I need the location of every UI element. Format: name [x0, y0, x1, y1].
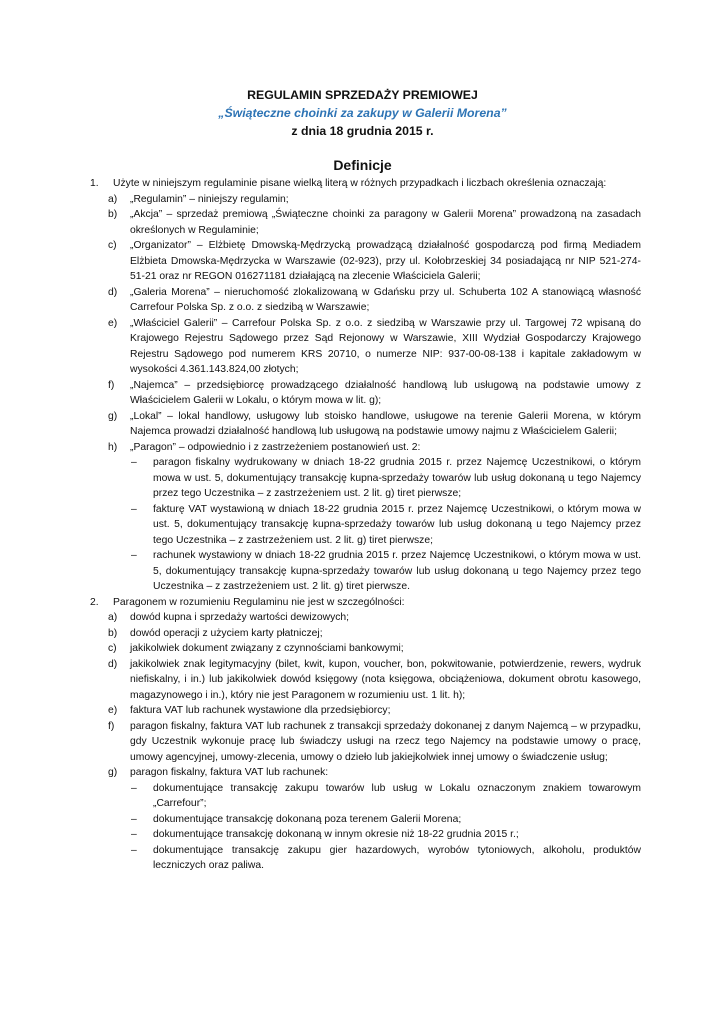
tiret-item-text: dokumentujące transakcję dokonaną w innym okresie niż 18-22 grudnia 2015 r.;: [153, 829, 519, 840]
list-item-text: „Lokal” – lokal handlowy, usługowy lub stoisko handlowe, usługowe na terenie Galerii Morena, w którym Najemca prowadzi działalność handlową lub usługową na podstawie umowy najmu z Właścicielem Galerii;: [130, 410, 641, 437]
list-item-text: jakikolwiek dokument związany z czynnościami bankowymi;: [130, 643, 404, 654]
document-title: REGULAMIN SPRZEDAŻY PREMIOWEJ: [247, 88, 478, 102]
list-item-text: jakikolwiek znak legitymacyjny (bilet, kwit, kupon, voucher, bon, pokwitowanie, potwierdzenie, rewers, wydruk niefiskalny, i in.) lub jakikolwiek dowód księgowy (nota księgowa, obciążeniowa, dokument obrotu kasowego, magazynowego i in.), który nie jest Paragonem w rozumieniu ust. 1 lit. h);: [130, 658, 641, 701]
list-item-text: „Organizator” – Elżbietę Dmowską-Mędrzycką prowadzącą działalność gospodarczą pod firmą Mediadem Elżbieta Dmowska-Mędrzycka w Warszawie (02-923), przy ul. Kołobrzeskiej 34 posiadającą nr NIP 521-274-51-21 oraz nr REGON 016271181 działającą na zlecenie Właściciela Galerii;: [130, 240, 641, 282]
list-item: [0, 316, 725, 378]
list-item-letter: d): [108, 286, 118, 298]
tiret-dash: –: [131, 503, 137, 515]
list-item: [0, 641, 725, 657]
list-item: [0, 238, 725, 285]
list-item: [0, 719, 725, 766]
list-item: [0, 610, 725, 626]
list-item-letter: c): [108, 643, 117, 654]
list-item-letter: a): [108, 612, 118, 623]
list-item-letter: a): [108, 193, 118, 205]
document-subtitle: „Świąteczne choinki za zakupy w Galerii Morena”: [218, 106, 507, 120]
list-item: [0, 207, 725, 238]
tiret-item-text: fakturę VAT wystawioną w dniach 18-22 grudnia 2015 r. przez Najemcę Uczestnikowi, o którym mowa w ust. 5, dokumentujący transakcję kupna-sprzedaży towarów lub usług dokonaną u tego Najemcy przez tego Uczestnika – z zastrzeżeniem ust. 2 lit. g) tiret pierwsze;: [153, 503, 641, 546]
list-item: [0, 285, 725, 316]
list-item-letter: b): [108, 209, 118, 220]
list-item: [0, 703, 725, 719]
tiret-item: [0, 502, 725, 549]
tiret-dash: –: [131, 782, 137, 794]
tiret-item: [0, 843, 725, 874]
list-item-text: dowód operacji z użyciem karty płatniczej;: [130, 627, 323, 639]
paragraph-text: Użyte w niniejszym regulaminie pisane wielką literą w różnych przypadkach i liczbach określenia oznaczają:: [113, 178, 607, 189]
list-item: [0, 409, 725, 440]
list-item-text: „Paragon” – odpowiednio i z zastrzeżeniem postanowień ust. 2:: [130, 441, 421, 453]
list-item-text: „Właściciel Galerii” – Carrefour Polska Sp. z o.o. z siedzibą w Warszawie przy ul. Targowej 72 wpisaną do Krajowego Rejestru Sądowego przez Sąd Rejonowy w Warszawie, XIII Wydział Gospodarczy Krajowego Rejestru Sądowego pod numerem KRS 20710, o numerze NIP: 937-00-08-138 i kapitale zakładowym w wysokości 4.361.143.824,00 złotych;: [130, 317, 641, 375]
document-body: [0, 176, 725, 874]
section-title: Definicje: [333, 157, 392, 173]
list-item-text: „Akcja” – sprzedaż premiową „Świąteczne choinki za paragony w Galerii Morena” prowadzoną na zasadach określonych w Regulaminie;: [130, 209, 641, 236]
list-item-letter: e): [108, 705, 118, 716]
list-item-letter: g): [108, 767, 118, 778]
list-item: [0, 765, 725, 781]
list-item-text: „Regulamin” – niniejszy regulamin;: [130, 193, 289, 205]
list-item-text: „Najemca” – przedsiębiorcę prowadzącego działalność handlową lub usługową na podstawie umowy z Właścicielem Galerii w Lokalu, o którym mowa w lit. g);: [130, 379, 641, 406]
list-item: [0, 192, 725, 208]
list-item: [0, 657, 725, 704]
list-item-text: faktura VAT lub rachunek wystawione dla przedsiębiorcy;: [130, 705, 391, 716]
paragraph-number: 2.: [90, 596, 99, 608]
tiret-item-text: rachunek wystawiony w dniach 18-22 grudnia 2015 r. przez Najemcę Uczestnikowi, o którym mowa w ust. 5, dokumentujący transakcję kupna-sprzedaży towarów lub usług dokonaną u tego Najemcy przez tego Uczestnika – z zastrzeżeniem ust. 2 lit. g) tiret pierwsze.: [153, 550, 641, 592]
tiret-item-text: dokumentujące transakcję zakupu gier hazardowych, wyrobów tytoniowych, alkoholu, produktów leczniczych oraz paliwa.: [153, 844, 641, 871]
tiret-item: [0, 812, 725, 828]
tiret-item-text: dokumentujące transakcję zakupu towarów lub usług w Lokalu oznaczonym znakiem towarowym „Carrefour”;: [153, 782, 641, 809]
tiret-dash: –: [131, 550, 137, 561]
list-item: [0, 440, 725, 456]
list-item-letter: g): [108, 410, 118, 422]
list-item-letter: f): [108, 379, 115, 391]
tiret-dash: –: [131, 829, 137, 840]
tiret-item-text: paragon fiskalny wydrukowany w dniach 18-22 grudnia 2015 r. przez Najemcę Uczestnikowi, o którym mowa w ust. 5, dokumentujący transakcję kupna-sprzedaży towarów lub usług dokonaną u tego Najemcy przez tego Uczestnika – z zastrzeżeniem ust. 2 lit. g) tiret pierwsze;: [153, 457, 641, 499]
list-item-text: dowód kupna i sprzedaży wartości dewizowych;: [130, 612, 350, 623]
tiret-item: [0, 455, 725, 502]
tiret-item: [0, 548, 725, 595]
paragraph-text: Paragonem w rozumieniu Regulaminu nie jest w szczególności:: [113, 596, 405, 608]
tiret-dash: –: [131, 844, 137, 856]
tiret-item: [0, 827, 725, 843]
tiret-dash: –: [131, 813, 137, 825]
list-item-text: paragon fiskalny, faktura VAT lub rachunek:: [130, 767, 329, 778]
list-item-letter: d): [108, 658, 118, 670]
list-item-text: paragon fiskalny, faktura VAT lub rachunek z transakcji sprzedaży dokonanej z danym Najemcą – w przypadku, gdy Uczestnik wykonuje pracę lub świadczy usługi na rzecz tego Najemcy na podstawie umowy o pracę, umowy agencyjnej, umowy-zlecenia, umowy o dzieło lub jakiejkolwiek innej umowy o świadczenie usług;: [130, 720, 641, 763]
paragraph-number: 1.: [90, 178, 99, 189]
tiret-item: [0, 781, 725, 812]
document-date: z dnia 18 grudnia 2015 r.: [291, 124, 434, 138]
list-item-letter: f): [108, 720, 115, 732]
list-item-letter: c): [108, 240, 117, 251]
list-item-letter: b): [108, 627, 118, 639]
list-item: [0, 626, 725, 642]
tiret-dash: –: [131, 457, 137, 468]
tiret-item-text: dokumentujące transakcję dokonaną poza terenem Galerii Morena;: [153, 813, 462, 825]
numbered-paragraph: [0, 595, 725, 611]
list-item-letter: h): [108, 441, 118, 453]
list-item: [0, 378, 725, 409]
list-item-letter: e): [108, 317, 118, 329]
numbered-paragraph: [0, 176, 725, 192]
list-item-text: „Galeria Morena” – nieruchomość zlokalizowaną w Gdańsku przy ul. Schuberta 102 A stanowiącą własność Carrefour Polska Sp. z o.o. z siedzibą w Warszawie;: [130, 286, 641, 313]
